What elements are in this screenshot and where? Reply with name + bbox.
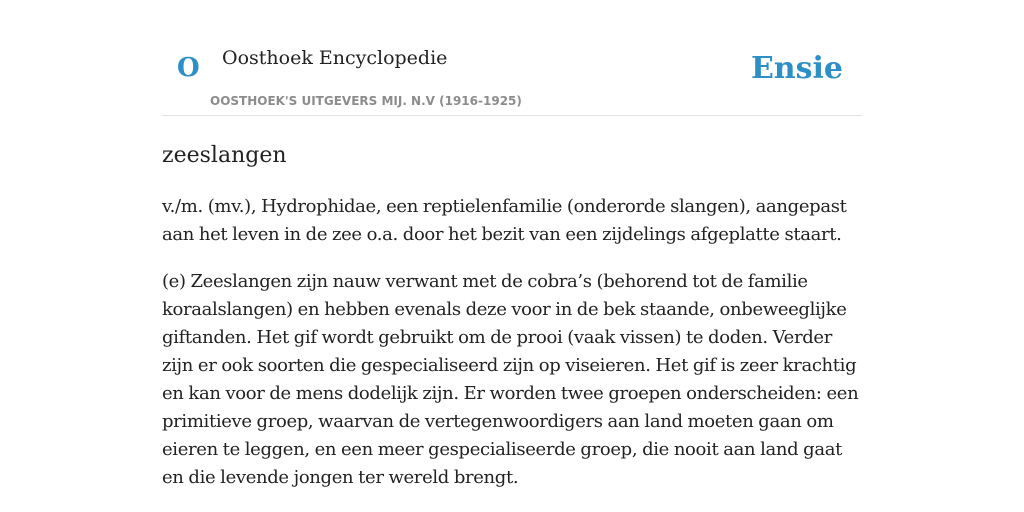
entry-paragraph-definition: v./m. (mv.), Hydrophidae, een reptielenfamilie (onderorde slangen), aangepast aan het leven in de zee o.a. door het bezit van een zijdelings afgeplatte staart. (162, 196, 847, 245)
source-title[interactable]: Oosthoek Encyclopedie (222, 47, 448, 69)
ensie-logo-link[interactable]: Ensie (750, 51, 843, 86)
source-logo-link[interactable]: O (177, 53, 200, 83)
entry-title: zeeslangen (162, 143, 287, 168)
entry-content (162, 141, 862, 492)
source-subtitle: OOSTHOEK'S UITGEVERS MIJ. N.V (1916-1925) (210, 94, 522, 108)
page (162, 0, 862, 492)
entry-paragraph-description: (e) Zeeslangen zijn nauw verwant met de cobra’s (behorend tot de familie koraalslangen) en hebben evenals deze voor in de bek staande, onbeweeglijke giftanden. Het gif wordt gebruikt om de prooi (vaak vissen) te doden. Verder zijn er ook soorten die gespecialiseerd zijn op viseieren. Het gif is zeer krachtig en kan voor de mens dodelijk zijn. Er worden twee groepen onderscheiden: een primitieve groep, waarvan de vertegenwoordigers aan land moeten gaan om eieren te leggen, en een meer gespecialiseerde groep, die nooit aan land gaat en die levende jongen ter wereld brengt. (162, 271, 859, 488)
source-header (162, 0, 862, 116)
